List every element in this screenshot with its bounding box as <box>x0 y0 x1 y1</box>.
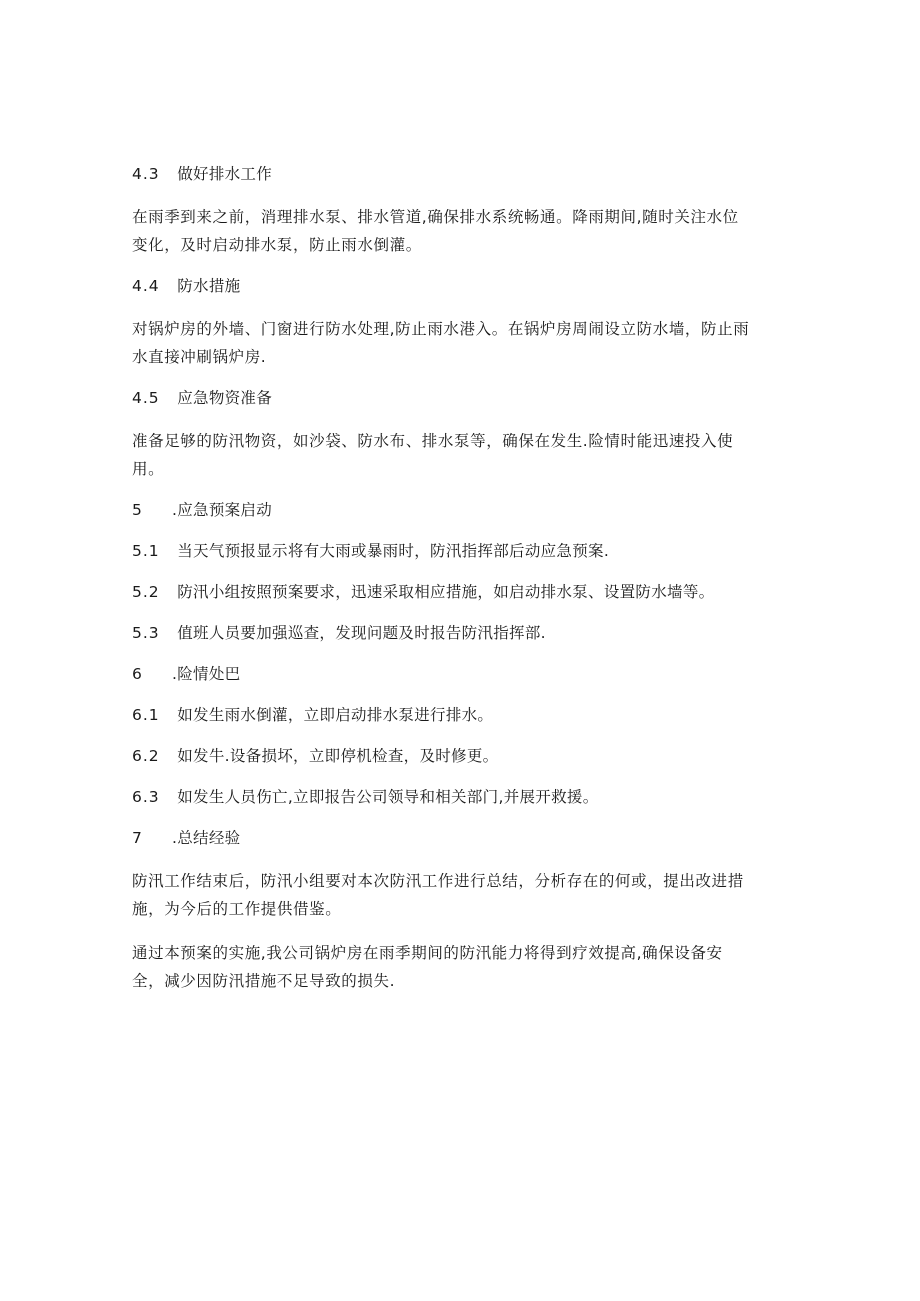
paragraph-supplies <box>132 427 792 483</box>
item-text: 如发牛.设备损坏，立即停机检查，及时修更。 <box>177 747 499 765</box>
paragraph-summary <box>132 867 792 923</box>
section-title: 做好排水工作 <box>177 165 273 183</box>
item-text: 如发生雨水倒灌，立即启动排水泵进行排水。 <box>177 706 494 724</box>
section-number: 7 <box>132 829 143 847</box>
item-number: 5.2 <box>132 583 160 601</box>
section-heading-6 <box>132 663 792 685</box>
item-number: 5.3 <box>132 624 160 642</box>
paragraph-line: 水直接冲刷锅炉房. <box>132 348 267 366</box>
section-title: .险情处巴 <box>172 665 241 683</box>
paragraph-line: 防汛工作结束后，防汛小组要对本次防汛工作进行总结，分析存在的何或，提出改进措 <box>132 872 744 890</box>
paragraph-conclusion <box>132 939 792 995</box>
list-item-6-2 <box>132 745 792 767</box>
section-number: 4.3 <box>132 165 160 183</box>
paragraph-waterproofing <box>132 315 792 371</box>
paragraph-drainage <box>132 203 792 259</box>
section-number: 6 <box>132 665 143 683</box>
paragraph-line: 全，减少因防汛措施不足导致的损失. <box>132 972 396 990</box>
section-heading-4-5 <box>132 387 792 409</box>
paragraph-line: 对锅炉房的外墙、门窗进行防水处理,防止雨水港入。在锅炉房周闹设立防水墙，防止雨 <box>132 320 750 338</box>
paragraph-line: 用。 <box>132 460 165 478</box>
section-title: .应急预案启动 <box>172 501 273 519</box>
item-number: 6.2 <box>132 747 160 765</box>
list-item-6-1 <box>132 704 792 726</box>
paragraph-line: 通过本预案的实施,我公司锅炉房在雨季期间的防汛能力将得到疗效提高,确保设备安 <box>132 944 723 962</box>
section-heading-4-3 <box>132 163 792 185</box>
document-body <box>132 163 792 995</box>
list-item-5-3 <box>132 622 792 644</box>
section-title: .总结经验 <box>172 829 241 847</box>
section-heading-5 <box>132 499 792 521</box>
paragraph-line: 在雨季到来之前，消理排水泵、排水管道,确保排水系统畅通。降雨期间,随时关注水位 <box>132 208 739 226</box>
item-number: 5.1 <box>132 542 160 560</box>
list-item-5-2 <box>132 581 792 603</box>
item-text: 如发生人员伤亡,立即报告公司领导和相关部门,并展开救援。 <box>177 788 599 806</box>
section-heading-4-4 <box>132 275 792 297</box>
list-item-5-1 <box>132 540 792 562</box>
section-number: 5 <box>132 501 143 519</box>
section-number: 4.4 <box>132 277 160 295</box>
list-item-6-3 <box>132 786 792 808</box>
item-number: 6.1 <box>132 706 160 724</box>
section-title: 防水措施 <box>177 277 241 295</box>
paragraph-line: 变化，及时启动排水泵，防止雨水倒灌。 <box>132 236 422 254</box>
section-number: 4.5 <box>132 389 160 407</box>
paragraph-line: 准备足够的防汛物资，如沙袋、防水布、排水泵等，确保在发生.险情时能迅速投入使 <box>132 432 734 450</box>
item-text: 防汛小组按照预案要求，迅速采取相应措施，如启动排水泵、设置防水墙等。 <box>177 583 715 601</box>
item-number: 6.3 <box>132 788 160 806</box>
section-heading-7 <box>132 827 792 849</box>
section-title: 应急物资准备 <box>177 389 273 407</box>
item-text: 值班人员要加强巡查，发现问题及时报告防汛指挥部. <box>177 624 546 642</box>
paragraph-line: 施，为今后的工作提供借鉴。 <box>132 900 342 918</box>
item-text: 当天气预报显示将有大雨或暴雨时，防汛指挥部后动应急预案. <box>177 542 610 560</box>
